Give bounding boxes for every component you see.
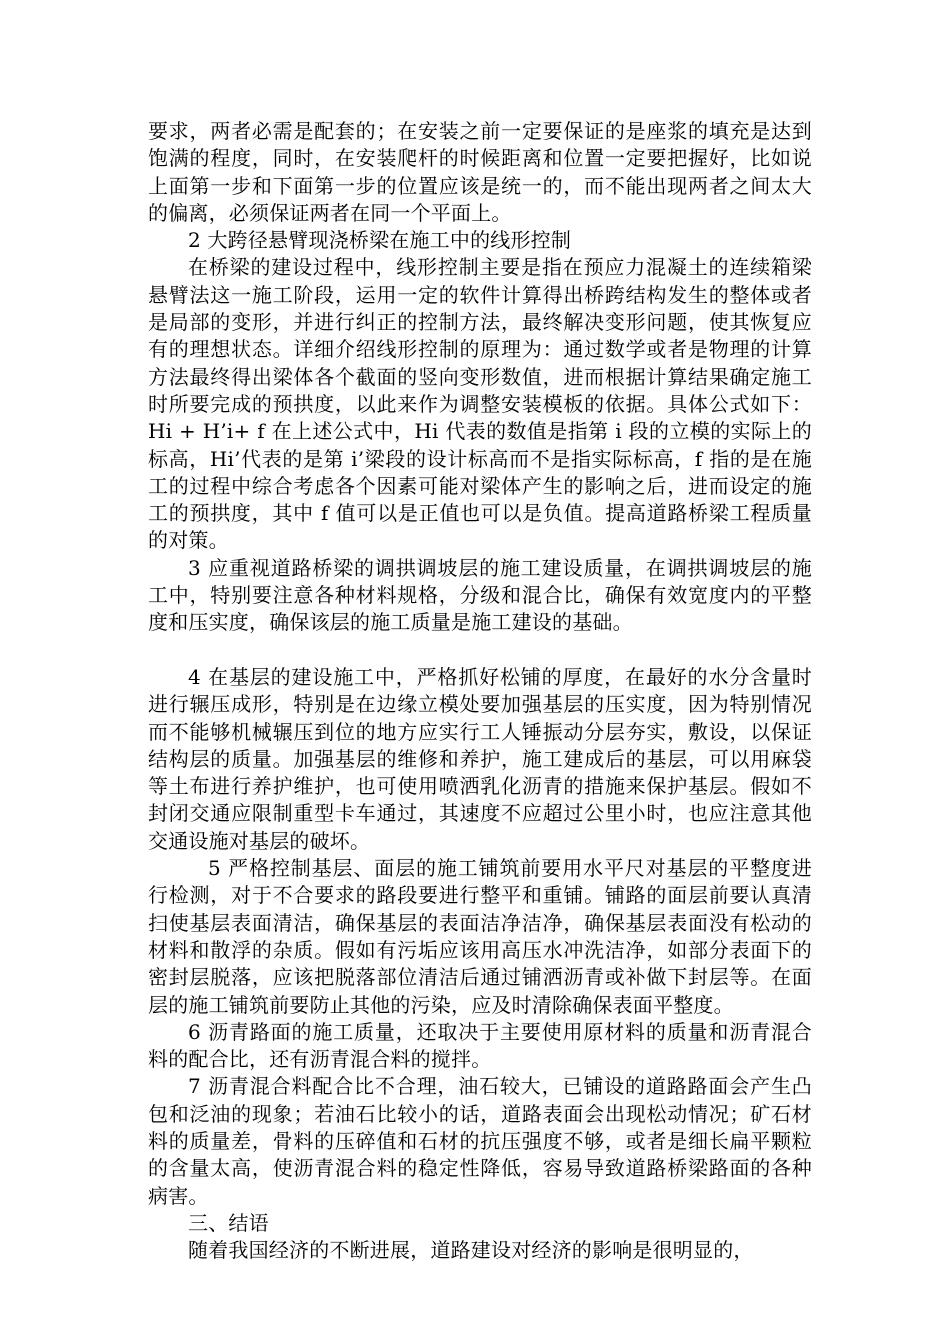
- paragraph-item-6: 6 沥青路面的施工质量，还取决于主要使用原材料的质量和沥青混合料的配合比，还有沥青混合料的搅拌。: [148, 1019, 812, 1072]
- section-heading-conclusion: 三、结语: [188, 1210, 269, 1235]
- paragraph-linear-control: 在桥梁的建设过程中，线形控制主要是指在预应力混凝土的连续箱梁悬臂法这一施工阶段，运用一定的软件计算得出桥跨结构发生的整体或者是局部的变形，并进行纠正的控制方法，最终解决变形问题，使其恢复应有的理想状态。详细介绍线形控制的原理为：通过数学或者是物理的计算方法最终得出梁体各个截面的竖向变形数值，进而根据计算结果确定施工时所要完成的预拱度，以此来作为调整安装模板的依据。具体公式如下：Hi + H’i+ f 在上述公式中，Hi 代表的数值是指第 i 段的立模的实际上的标高，Hi’代表的是第 i’梁段的设计标高而不是指实际标高，f 指的是在施工的过程中综合考虑各个因素可能对梁体产生的影响之后，进而设定的施工的预拱度，其中 f 值可以是正值也可以是负值。提高道路桥梁工程质量的对策。: [148, 255, 812, 553]
- section-heading-2: 2 大跨径悬臂现浇桥梁在施工中的线形控制: [188, 228, 572, 253]
- paragraph-continuation: 要求，两者必需是配套的；在安装之前一定要保证的是座浆的填充是达到饱满的程度，同时，在安装爬杆的时候距离和位置一定要把握好，比如说上面第一步和下面第一步的位置应该是统一的，而不能出现两者之间太大的偏离，必须保证两者在同一个平面上。: [148, 119, 812, 225]
- paragraph-item-7: 7 沥青混合料配合比不合理，油石较大，已铺设的道路路面会产生凸包和泛油的现象；若油石比较小的话，道路表面会出现松动情况；矿石材料的质量差，骨料的压碎值和石材的抗压强度不够，或者是细长扁平颗粒的含量太高，使沥青混合料的稳定性降低，容易导致道路桥梁路面的各种病害。: [148, 1074, 812, 1208]
- paragraph-item-4: 4 在基层的建设施工中，严格抓好松铺的厚度，在最好的水分含量时进行辗压成形，特别是在边缘立模处要加强基层的压实度，因为特别情况而不能够机械辗压到位的地方应实行工人锤振动分层夯实，敷设，以保证结构层的质量。加强基层的维修和养护，施工建成后的基层，可以用麻袋等土布进行养护维护，也可使用喷洒乳化沥青的措施来保护基层。假如不封闭交通应限制重型卡车通过，其速度不应超过公里小时，也应注意其他交通设施对基层的破坏。: [148, 664, 812, 853]
- blank-line: [148, 637, 812, 664]
- paragraph-item-5: 5 严格控制基层、面层的施工铺筑前要用水平尺对基层的平整度进行检测，对于不合要求的路段要进行整平和重铺。铺路的面层前要认真清扫使基层表面清洁，确保基层的表面洁净洁净，确保基层表面没有松动的材料和散浮的杂质。假如有污垢应该用高压水冲洗洁净，如部分表面下的密封层脱落，应该把脱落部位清洁后通过铺洒沥青或补做下封层等。在面层的施工铺筑前要防止其他的污染，应及时清除确保表面平整度。: [148, 856, 812, 1017]
- paragraph-item-3: 3 应重视道路桥梁的调拱调坡层的施工建设质量，在调拱调坡层的施工中，特别要注意各种材料规格，分级和混合比，确保有效宽度内的平整度和压实度，确保该层的施工质量是施工建设的基础。: [148, 555, 812, 635]
- paragraph-conclusion: 随着我国经济的不断进展，道路建设对经济的影响是很明显的，: [188, 1238, 754, 1263]
- document-body: [148, 118, 812, 1264]
